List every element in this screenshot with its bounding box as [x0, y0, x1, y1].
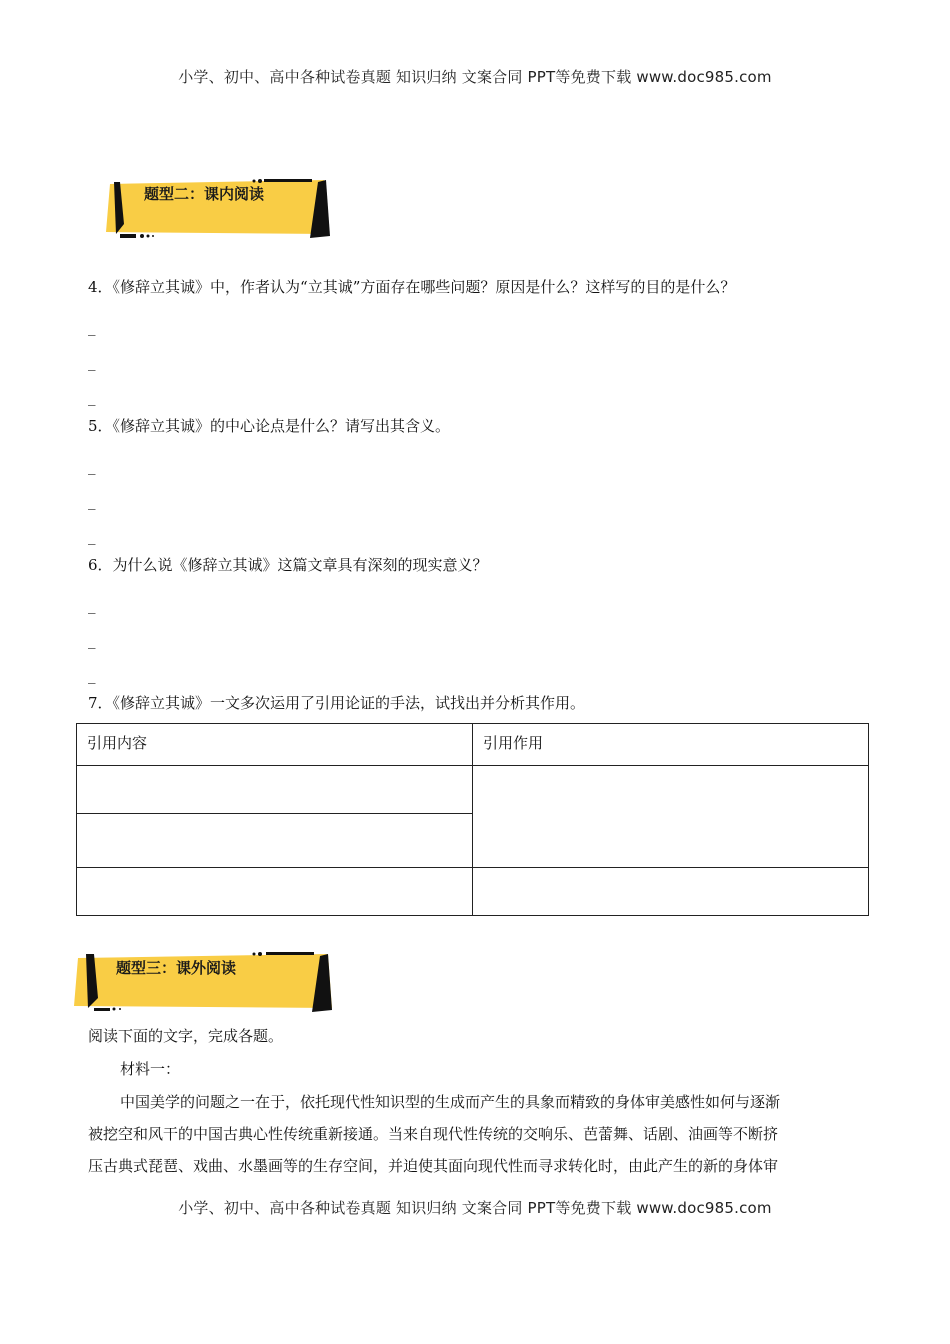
citation-table: [76, 723, 869, 916]
question-6: 6．为什么说《修辞立其诚》这篇文章具有深刻的现实意义？: [88, 556, 488, 574]
answer-line: _: [88, 596, 96, 614]
question-5: 5．《修辞立其诚》的中心论点是什么？请写出其含义。: [88, 417, 451, 435]
answer-line: _: [88, 388, 96, 406]
page-header: 小学、初中、高中各种试卷真题 知识归纳 文案合同 PPT等免费下载 www.doc985.com: [178, 68, 772, 86]
table-cell[interactable]: [473, 868, 869, 916]
table-cell[interactable]: [473, 766, 869, 868]
answer-line: _: [88, 353, 96, 371]
section-banner-2: [104, 178, 334, 236]
answer-line: _: [88, 631, 96, 649]
section-title: 题型三：课外阅读: [116, 959, 237, 977]
table-cell[interactable]: [77, 868, 473, 916]
table-header-content: 引用内容: [77, 724, 473, 766]
passage-line: 被挖空和风干的中国古典心性传统重新接通。当来自现代性传统的交响乐、芭蕾舞、话剧、油画等不断挤: [88, 1125, 779, 1143]
answer-line: _: [88, 666, 96, 684]
reading-instruction: 阅读下面的文字，完成各题。: [88, 1027, 284, 1045]
table-cell[interactable]: [77, 814, 473, 868]
page-footer: 小学、初中、高中各种试卷真题 知识归纳 文案合同 PPT等免费下载 www.doc985.com: [178, 1199, 772, 1217]
material-label: 材料一：: [120, 1060, 181, 1078]
section-title: 题型二：课内阅读: [144, 185, 265, 203]
passage-line: 中国美学的问题之一在于，依托现代性知识型的生成而产生的具象而精致的身体审美感性如何与逐渐: [120, 1093, 781, 1111]
answer-line: _: [88, 492, 96, 510]
table-cell[interactable]: [77, 766, 473, 814]
reading-passage: [88, 1086, 858, 1182]
passage-line: 压古典式琵琶、戏曲、水墨画等的生存空间，并迫使其面向现代性而寻求转化时，由此产生的新的身体审: [88, 1157, 779, 1175]
answer-line: _: [88, 318, 96, 336]
question-4: 4．《修辞立其诚》中，作者认为“立其诚”方面存在哪些问题？原因是什么？这样写的目的是什么？: [88, 278, 736, 296]
answer-line: _: [88, 527, 96, 545]
answer-line: _: [88, 457, 96, 475]
section-banner-3: [74, 950, 334, 1008]
table-header-effect: 引用作用: [473, 724, 869, 766]
question-7: 7．《修辞立其诚》一文多次运用了引用论证的手法，试找出并分析其作用。: [88, 694, 586, 712]
